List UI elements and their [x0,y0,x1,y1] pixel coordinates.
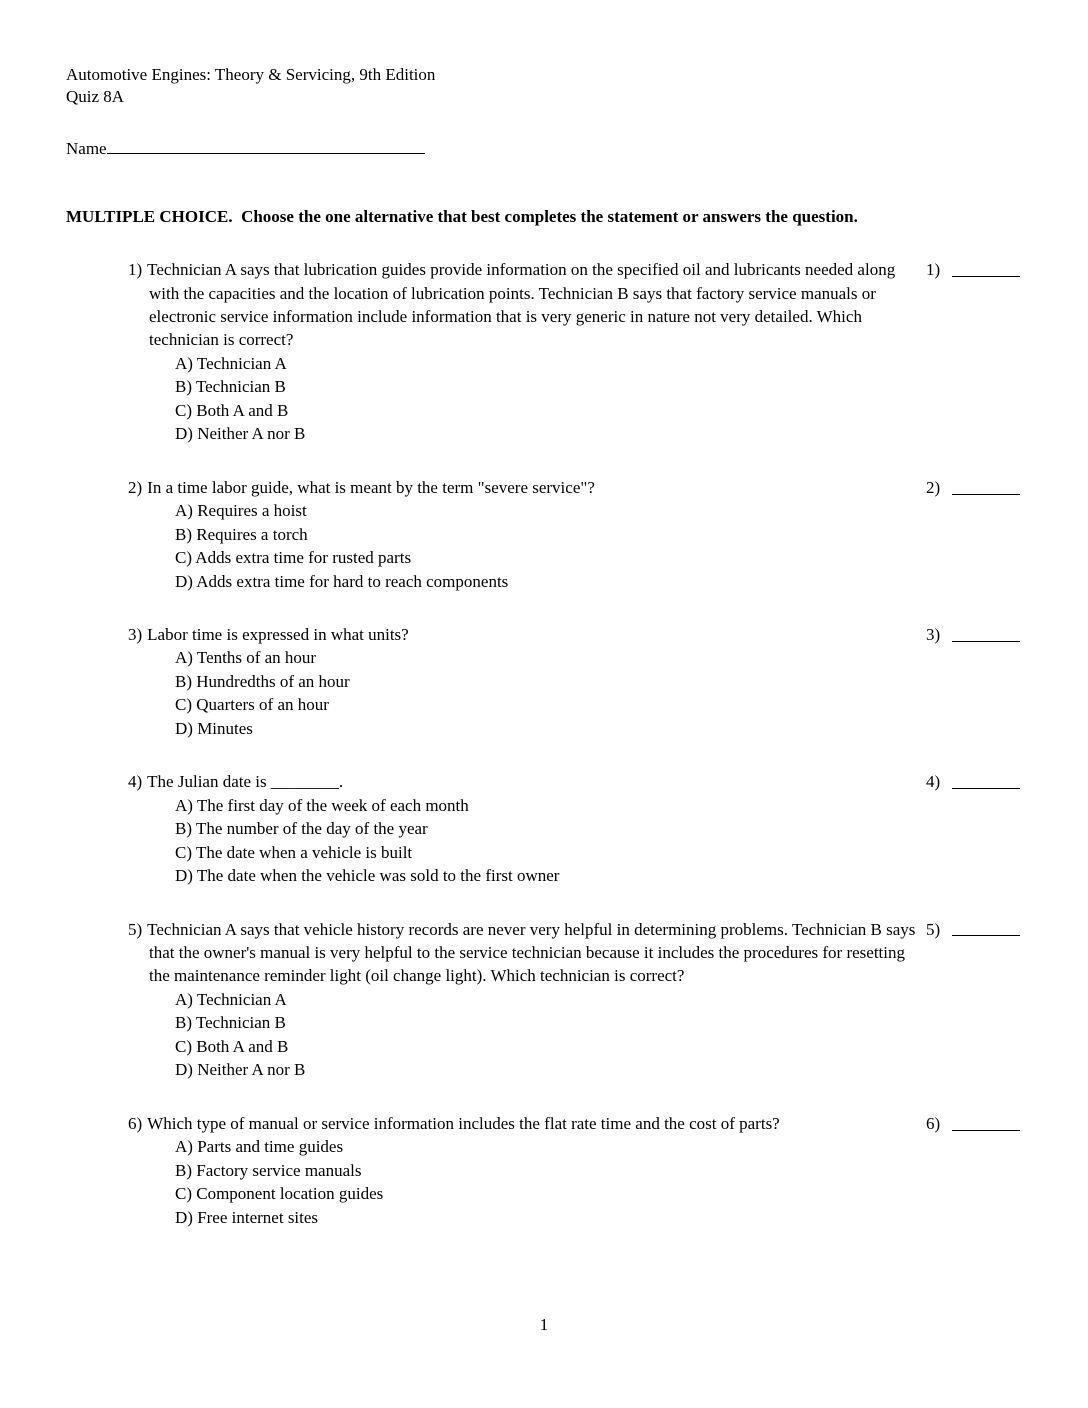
options-list [175,988,920,1082]
section-instructions: MULTIPLE CHOICE. Choose the one alternative that best completes the statement or answers the question. [66,206,858,226]
question-number: 1) [128,260,143,280]
option-item: D) Minutes [175,718,253,738]
question-block [128,918,1026,1082]
page-number: 1 [539,1314,549,1334]
question-block [128,770,1026,887]
answer-area [926,476,1026,499]
options-list [175,646,920,740]
question-stem [128,623,920,646]
option-item: A) Technician A [175,989,287,1009]
question-number: 5) [128,919,143,939]
quiz-label: Quiz 8A [66,87,125,107]
option-item: D) Free internet sites [175,1207,319,1227]
doc-title: Automotive Engines: Theory & Servicing, 9th Edition [66,65,436,84]
option-item: C) The date when a vehicle is built [175,842,413,862]
options-list [175,794,920,888]
option-item: A) Technician A [175,353,287,373]
answer-blank [952,623,1020,642]
option-item: D) The date when the vehicle was sold to the first owner [175,866,560,886]
question-text: Technician A says that vehicle history records are never very helpful in determining problems. Technician B says that the owner's manual is very helpful to the service technician because it includes the procedures for resetting the maintenance reminder light (oil change light). Which technician is correct? [147,919,916,986]
option-item: A) The first day of the week of each month [175,795,469,815]
doc-header [66,64,1026,108]
name-line [66,136,1026,160]
question-block [128,1112,1026,1229]
question-text: Technician A says that lubrication guides provide information on the specified oil and lubricants needed along with the capacities and the location of lubrication points. Technician B says that factory service manuals or electronic service information include information that is very generic in nature not very detailed. Which technician is correct? [147,260,896,350]
question-text: The Julian date is ________. [147,772,344,792]
question-number: 6) [128,1113,143,1133]
option-item: A) Requires a hoist [175,501,307,521]
option-item: A) Parts and time guides [175,1137,344,1157]
question-number: 3) [128,624,143,644]
question-text: Which type of manual or service information includes the flat rate time and the cost of parts? [147,1113,780,1133]
question-block [128,258,1026,446]
option-item: C) Component location guides [175,1184,384,1204]
answer-area [926,1112,1026,1135]
question-stem [128,918,920,988]
question-block [128,623,1026,740]
question-number: 4) [128,772,143,792]
answer-area [926,918,1026,941]
answer-blank [952,476,1020,495]
answer-area [926,623,1026,646]
option-item: A) Tenths of an hour [175,648,317,668]
option-item: C) Both A and B [175,400,289,420]
answer-number: 2) [926,477,941,497]
option-item: B) The number of the day of the year [175,819,428,839]
name-blank [107,136,425,154]
answer-area [926,770,1026,793]
option-item: D) Neither A nor B [175,424,306,444]
answer-number: 1) [926,260,941,280]
question-stem [128,1112,920,1135]
answer-blank [952,258,1020,277]
option-item: B) Technician B [175,1013,286,1033]
name-label: Name [66,139,107,159]
questions-list [66,258,1026,1229]
question-stem [128,258,920,352]
question-number: 2) [128,477,143,497]
option-item: B) Technician B [175,377,286,397]
option-item: C) Both A and B [175,1036,289,1056]
answer-number: 5) [926,919,941,939]
answer-number: 3) [926,624,941,644]
options-list [175,352,920,446]
option-item: D) Neither A nor B [175,1060,306,1080]
question-text: In a time labor guide, what is meant by the term "severe service"? [147,477,595,497]
question-stem [128,476,920,499]
answer-number: 6) [926,1113,941,1133]
answer-blank [952,770,1020,789]
answer-number: 4) [926,772,941,792]
option-item: B) Hundredths of an hour [175,671,350,691]
question-block [128,476,1026,593]
option-item: D) Adds extra time for hard to reach components [175,571,509,591]
option-item: B) Factory service manuals [175,1160,362,1180]
options-list [175,499,920,593]
option-item: C) Adds extra time for rusted parts [175,548,412,568]
question-text: Labor time is expressed in what units? [147,624,409,644]
option-item: C) Quarters of an hour [175,695,329,715]
answer-area [926,258,1026,281]
options-list [175,1135,920,1229]
answer-blank [952,1112,1020,1131]
option-item: B) Requires a torch [175,524,308,544]
question-stem [128,770,920,793]
answer-blank [952,918,1020,937]
